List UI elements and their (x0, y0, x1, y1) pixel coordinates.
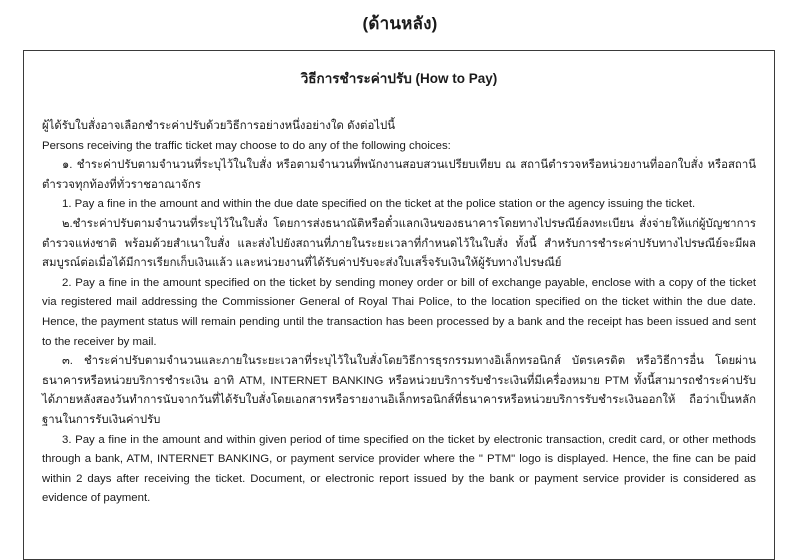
page-heading: (ด้านหลัง) (362, 14, 438, 33)
item-3-thai: ๓. ชำระค่าปรับตามจำนวนและภายในระยะเวลาที่ระบุไว้ในใบสั่งโดยวิธีการธุรกรรมทางอิเล็กทรอนิกส์ บัตรเครดิต หรือวิธีการอื่น โดยผ่าน ธนาคารหรือหน่วยบริการชำระเงิน อาทิ ATM, INTERNET BANKING หรือหน่วยบริการรับชำระเงินที่มีเครื่องหมาย PTM ทั้งนี้สามารถชำระค่าปรับได้ภายหลังสองวันทำการนับจากวันที่ได้รับใบสั่งโดยเอกสารหรือรายงานอิเล็กทรอนิกส์ที่ธนาคารหรือหน่วยบริการรับชำระเงินออกให้ ถือว่าเป็นหลักฐานในการรับเงินค่าปรับ (42, 355, 756, 426)
item-2-english: 2. Pay a fine in the amount specified on the ticket by sending money order or bill of exchange payable, enclose with a copy of the ticket via registered mail addressing the Commissioner General of Royal Thai Police, to the location specified on the ticket within the due date. Hence, the payment status will remain pending until the transaction has been processed by a bank and the receipt has been issued and sent to the receiver by mail. (42, 276, 756, 348)
item-1-thai: ๑. ชำระค่าปรับตามจำนวนที่ระบุไว้ในใบสั่ง หรือตามจำนวนที่พนักงานสอบสวนเปรียบเทียบ ณ สถานีตำรวจหรือหน่วยงานที่ออกใบสั่ง หรือสถานีตำรวจทุกท้องที่ทั่วราชอาณาจักร (42, 159, 756, 191)
item-2-thai: ๒.ชำระค่าปรับตามจำนวนที่ระบุไว้ในใบสั่ง โดยการส่งธนาณัติหรือตั๋วแลกเงินของธนาคารโดยทางไปรษณีย์ลงทะเบียน สั่งจ่ายให้แก่ผู้บัญชาการตำรวจแห่งชาติ พร้อมด้วยสำเนาใบสั่ง และส่งไปยังสถานที่ภายในระยะเวลาที่กำหนดไว้ในใบสั่ง ทั้งนี้ สำหรับการชำระค่าปรับทางไปรษณีย์จะมีผลสมบูรณ์ต่อเมื่อได้มีการเรียกเก็บเงินแล้ว และหน่วยงานที่ได้รับค่าปรับจะส่งใบเสร็จรับเงินให้ผู้รับทางไปรษณีย์ (42, 217, 756, 270)
intro-english: Persons receiving the traffic ticket may choose to do any of the following choices: (42, 139, 451, 152)
box-title: วิธีการชำระค่าปรับ (How to Pay) (300, 71, 498, 86)
intro-thai: ผู้ได้รับใบสั่งอาจเลือกชำระค่าปรับด้วยวิธีการอย่างหนึ่งอย่างใด ดังต่อไปนี้ (42, 120, 396, 132)
instructions-box (23, 50, 775, 560)
item-3-english: 3. Pay a fine in the amount and within given period of time specified on the ticket by electronic transaction, credit card, or other methods through a bank, ATM, INTERNET BANKING, or payment service provider where the " PTM" logo is displayed. Hence, the fine can be paid within 2 days after receiving the ticket. Document, or electronic report issued by the bank or payment service provider is considered as evidence of payment. (42, 433, 756, 505)
item-1-english: 1. Pay a fine in the amount and within the due date specified on the ticket at the police station or the agency issuing the ticket. (62, 198, 696, 211)
